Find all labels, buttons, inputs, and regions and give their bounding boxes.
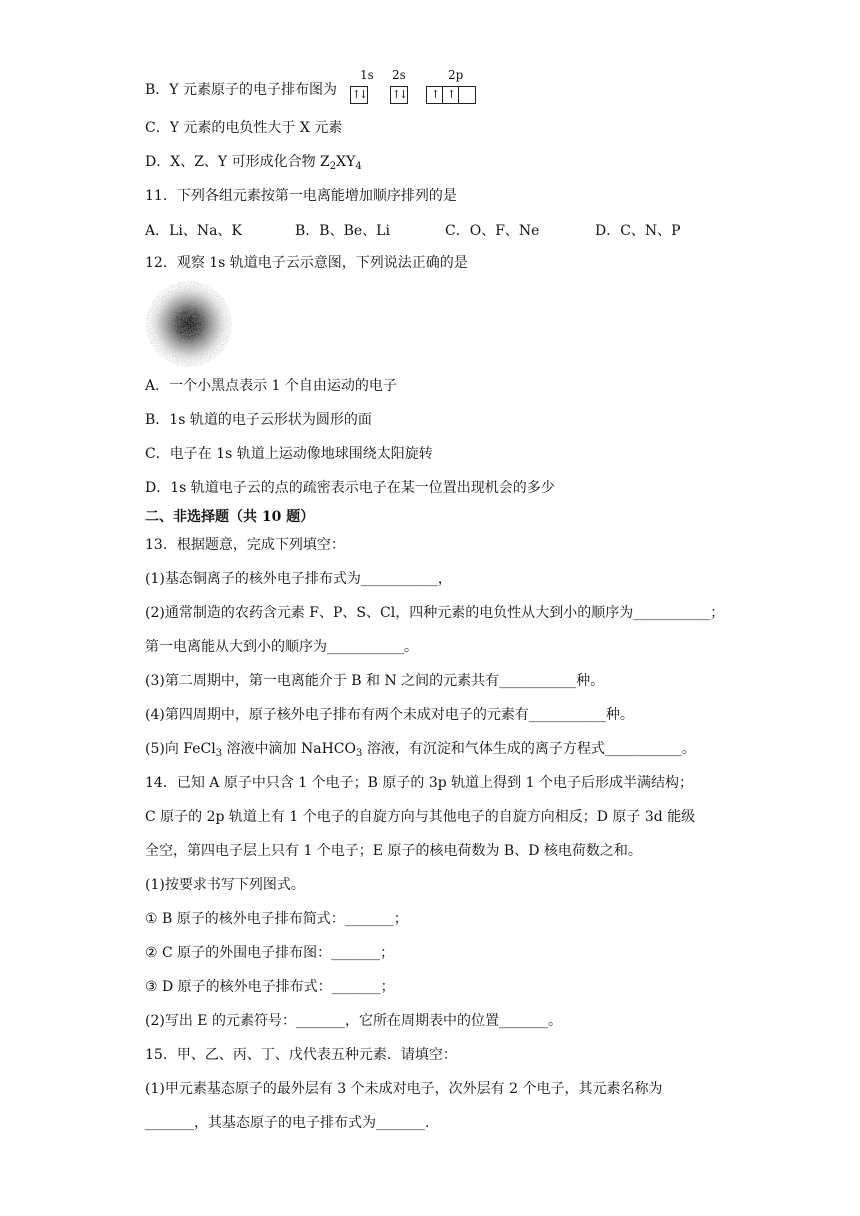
q13-p5-text-3: 溶液，有沉淀和气体生成的离子方程式___________。 — [362, 741, 696, 757]
section-title: 二、非选择题（共 10 题） — [145, 509, 315, 525]
q14-line-7: ③ D 原子的核外电子排布式：_______； — [145, 979, 395, 995]
q11-option-b: B．B、Be、Li — [295, 223, 390, 239]
q15-line-1: (1)甲元素基态原子的最外层有 3 个未成对电子，次外层有 2 个电子，其元素名称为 — [145, 1081, 663, 1097]
orbital-box-2s — [390, 86, 408, 104]
q10-d-text-1: D．X、Z、Y 可形成化合物 Z — [145, 154, 330, 170]
q12-option-c: C．电子在 1s 轨道上运动像地球围绕太阳旋转 — [145, 446, 433, 462]
q12-option-a: A．一个小黑点表示 1 个自由运动的电子 — [145, 378, 397, 394]
q13-p5-text-2: 溶液中滴加 NaHCO — [222, 741, 356, 757]
q15-line-2: _______，其基态原子的电子排布式为_______. — [145, 1115, 430, 1131]
q13-part-1: (1)基态铜离子的核外电子排布式为___________， — [145, 571, 452, 587]
q10-option-d — [145, 152, 362, 172]
q13-p5-sub-1: 3 — [215, 748, 223, 759]
q10-d-sub-4: 4 — [355, 161, 362, 172]
q14-line-6: ② C 原子的外围电子排布图：_______； — [145, 945, 395, 961]
orbital-cell: ↑↓ — [351, 88, 367, 101]
q10-d-sub-2: 2 — [329, 161, 337, 172]
orbital-cell: ↑ — [443, 87, 459, 103]
q13-part-3: (3)第二周期中，第一电离能介于 B 和 N 之间的元素共有___________种。 — [145, 673, 605, 689]
q12-option-b: B．1s 轨道的电子云形状为圆形的面 — [145, 412, 372, 428]
q13-p5-text-1: (5)向 FeCl — [145, 741, 216, 757]
electron-cloud-image — [145, 280, 233, 368]
q13-part-4: (4)第四周期中，原子核外电子排布有两个未成对电子的元素有___________种。 — [145, 707, 634, 723]
q11-option-d: D．C、N、P — [595, 223, 681, 239]
q10-option-c: C．Y 元素的电负性大于 X 元素 — [145, 120, 343, 136]
orbital-label-1s: 1s — [360, 68, 374, 82]
q10-option-b — [145, 80, 337, 100]
q15-stem: 15．甲、乙、丙、丁、戊代表五种元素．请填空： — [145, 1047, 457, 1063]
q12-stem: 12．观察 1s 轨道电子云示意图，下列说法正确的是 — [145, 255, 468, 271]
q14-line-8: (2)写出 E 的元素符号：_______，它所在周期表中的位置_______。 — [145, 1013, 562, 1029]
q13-part-2b: 第一电离能从大到小的顺序为___________。 — [145, 639, 418, 655]
q14-line-1: 14．已知 A 原子中只含 1 个电子；B 原子的 3p 轨道上得到 1 个电子后形成半满结构； — [145, 775, 693, 791]
orbital-label-2s: 2s — [392, 68, 406, 82]
orbital-cell: ↑ — [427, 87, 443, 103]
orbital-diagram — [350, 68, 490, 108]
orbital-box-1s — [350, 86, 368, 104]
q14-line-4: (1)按要求书写下列图式。 — [145, 877, 305, 893]
q14-line-3: 全空，第四电子层上只有 1 个电子；E 原子的核电荷数为 B、D 核电荷数之和。 — [145, 843, 642, 859]
orbital-cell: ↑↓ — [391, 88, 407, 101]
q14-line-2: C 原子的 2p 轨道上有 1 个电子的自旋方向与其他电子的自旋方向相反；D 原子 3d 能级 — [145, 809, 696, 825]
q14-line-5: ① B 原子的核外电子排布简式：_______； — [145, 911, 408, 927]
q13-stem: 13．根据题意，完成下列填空： — [145, 537, 345, 553]
q13-part-5 — [145, 739, 696, 759]
q10-d-text-2: XY — [336, 154, 356, 170]
q13-p5-sub-2: 3 — [356, 748, 363, 759]
q11-stem: 11．下列各组元素按第一电离能增加顺序排列的是 — [145, 188, 457, 204]
q11-option-a: A．Li、Na、K — [145, 223, 242, 239]
q12-option-d: D．1s 轨道电子云的点的疏密表示电子在某一位置出现机会的多少 — [145, 480, 555, 496]
q10-option-b-text: B．Y 元素原子的电子排布图为 — [145, 82, 337, 98]
q11-option-c: C．O、F、Ne — [445, 223, 540, 239]
q13-part-2: (2)通常制造的农药含元素 F、P、S、Cl，四种元素的电负性从大到小的顺序为___________； — [145, 605, 725, 621]
orbital-cell — [459, 87, 475, 103]
orbital-box-2p — [426, 86, 476, 104]
orbital-label-2p: 2p — [448, 68, 464, 82]
